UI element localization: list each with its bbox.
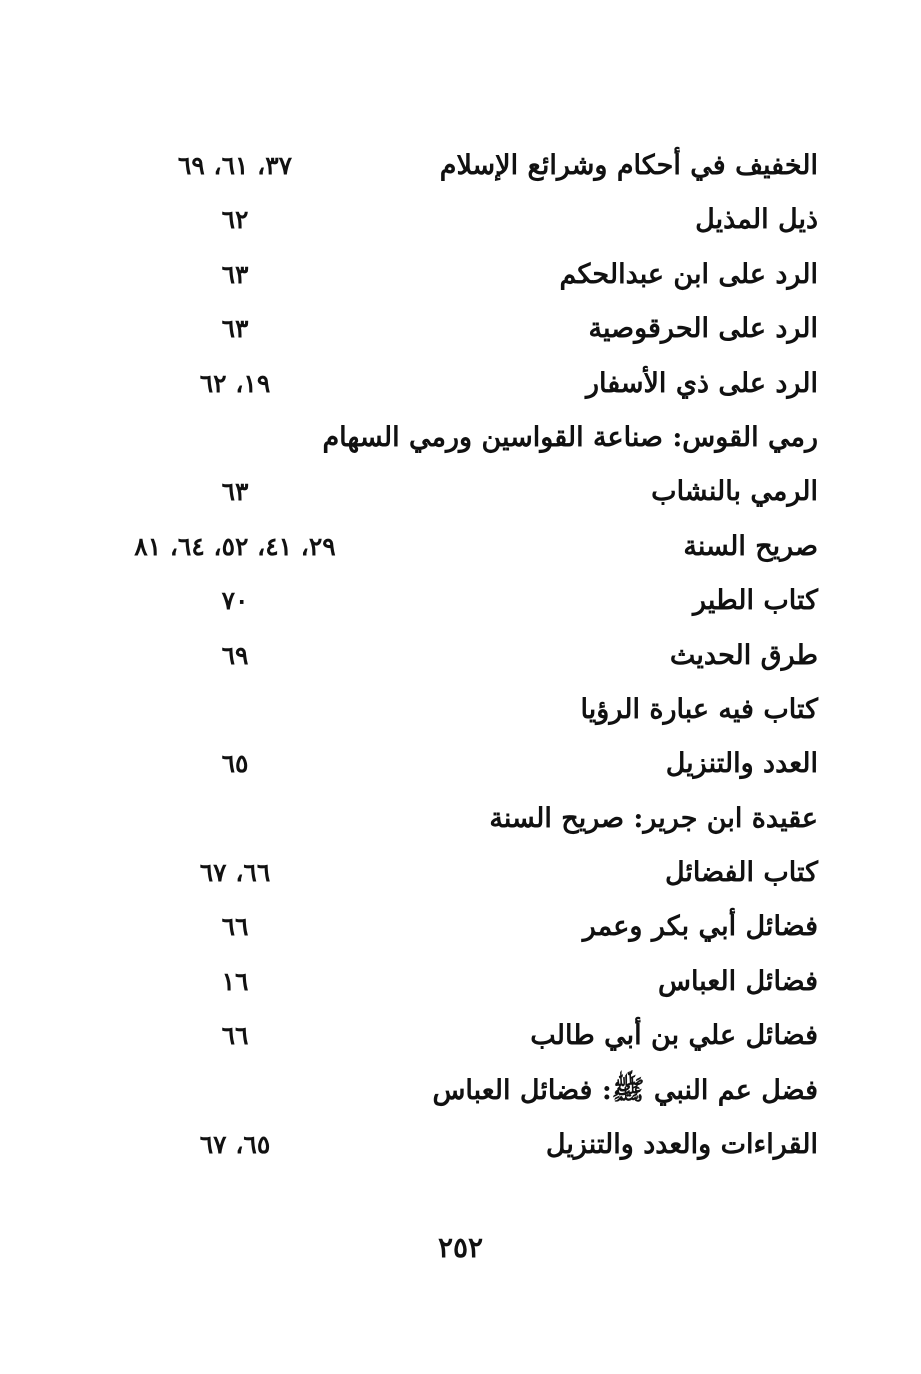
entry-pages: ٦٣ [221,477,249,507]
index-entry [0,575,921,629]
entry-title: الرد على ابن عبدالحكم [559,258,818,290]
entry-title: الرد على الحرقوصية [588,313,818,345]
index-entry [0,1010,921,1064]
index-entry [0,194,921,248]
entry-title: الرمي بالنشاب [651,476,818,508]
index-entry [0,1065,921,1119]
index-entry [0,521,921,575]
entry-title: فضل عم النبي ﷺ: فضائل العباس [432,1074,818,1106]
entry-pages: ٢٩، ٤١، ٥٢، ٦٤، ٨١ [134,531,336,561]
entry-title: صريح السنة [683,530,818,562]
entry-title: الرد على ذي الأسفار [585,367,818,399]
index-entry [0,793,921,847]
index-entry [0,140,921,194]
entry-title: عقيدة ابن جرير: صريح السنة [489,802,818,834]
entry-title: كتاب الطير [693,585,818,617]
index-entry [0,684,921,738]
index-list [0,140,921,1173]
entry-title: طرق الحديث [669,639,818,671]
entry-pages: ٦٦ [221,1021,249,1051]
entry-pages: ٣٧، ٦١، ٦٩ [177,151,293,180]
page-number: ٢٥٢ [437,1231,484,1264]
entry-title: الخفيف في أحكام وشرائع الإسلام [439,150,818,181]
index-entry [0,847,921,901]
index-entry [0,466,921,520]
entry-pages: ٦٩ [221,640,249,670]
entry-title: كتاب فيه عبارة الرؤيا [580,693,818,725]
entry-pages: ٦٥ [221,749,249,779]
entry-title: كتاب الفضائل [664,857,818,889]
entry-pages: ٧٠ [221,586,249,616]
entry-title: رمي القوس: صناعة القواسين ورمي السهام [322,421,818,453]
entry-pages: ٦٦، ٦٧ [199,858,271,888]
index-entry [0,630,921,684]
index-entry [0,738,921,792]
index-entry [0,901,921,955]
index-entry [0,956,921,1010]
entry-pages: ٦٥، ٦٧ [199,1130,271,1160]
entry-title: العدد والتنزيل [665,748,818,780]
entry-pages: ٦٣ [221,259,249,289]
entry-title: فضائل أبي بكر وعمر [582,911,818,943]
entry-pages: ١٦ [221,966,249,996]
entry-pages: ٦٦ [221,912,249,942]
index-entry [0,303,921,357]
index-entry [0,358,921,412]
entry-title: فضائل العباس [658,965,818,997]
entry-title: القراءات والعدد والتنزيل [545,1129,818,1161]
index-entry [0,412,921,466]
index-entry [0,1119,921,1173]
entry-title: فضائل علي بن أبي طالب [530,1020,818,1052]
entry-pages: ٦٣ [221,314,249,344]
entry-pages: ١٩، ٦٢ [199,368,271,398]
entry-pages: ٦٢ [221,205,249,235]
entry-title: ذيل المذيل [695,204,818,236]
index-entry [0,249,921,303]
